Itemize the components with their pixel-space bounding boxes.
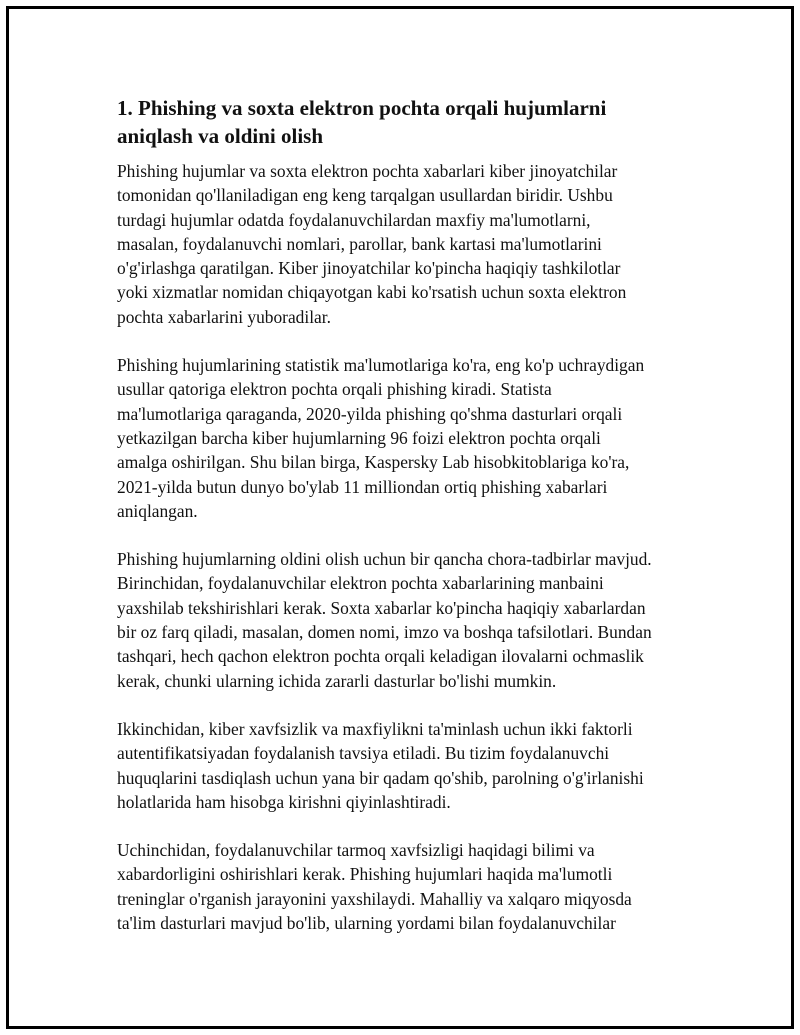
paragraph-two-factor: Ikkinchidan, kiber xavfsizlik va maxfiylikni ta'minlash uchun ikki faktorli autentifikatsiyadan foydalanish tavsiya etiladi. Bu tizim foydalanuvchi huquqlarini tasdiqlash uchun yana bir qadam qo'shib, parolning o'g'irlanishi holatlarida ham hisobga kirishni qiyinlashtiradi. <box>117 718 644 812</box>
section-heading: 1. Phishing va soxta elektron pochta orqali hujumlarni aniqlash va oldini olish <box>117 96 607 148</box>
document-body <box>117 94 677 959</box>
paragraph-awareness: Uchinchidan, foydalanuvchilar tarmoq xavfsizligi haqidagi bilimi va xabardorligini oshirishlari kerak. Phishing hujumlari haqida ma'lumotli treninglar o'rganish jarayonini yaxshilaydi. Mahalliy va xalqaro miqyosda ta'lim dasturlari mavjud bo'lib, ularning yordami bilan foydalanuvchilar <box>117 840 632 934</box>
paragraph-intro: Phishing hujumlar va soxta elektron pochta xabarlari kiber jinoyatchilar tomonidan qo'llaniladigan eng keng tarqalgan usullardan biridir. Ushbu turdagi hujumlar odatda foydalanuvchilardan maxfiy ma'lumotlarni, masalan, foydalanuvchi nomlari, parollar, bank kartasi ma'lumotlarini o'g'irlashga qaratilgan. Kiber jinoyatchilar ko'pincha haqiqiy tashkilotlar yoki xizmatlar nomidan chiqayotgan kabi ko'rsatish uchun soxta elektron pochta xabarlarini yuboradilar. <box>117 161 627 327</box>
paragraph-prevention: Phishing hujumlarning oldini olish uchun bir qancha chora-tadbirlar mavjud. Birinchidan, foydalanuvchilar elektron pochta xabarlarining manbaini yaxshilab tekshirishlari kerak. Soxta xabarlar ko'pincha haqiqiy xabarlardan bir oz farq qiladi, masalan, domen nomi, imzo va boshqa tafsilotlari. Bundan tashqari, hech qachon elektron pochta orqali keladigan ilovalarni ochmaslik kerak, chunki ularning ichida zararli dasturlar bo'lishi mumkin. <box>117 549 652 691</box>
paragraph-statistics: Phishing hujumlarining statistik ma'lumotlariga ko'ra, eng ko'p uchraydigan usullar qatoriga elektron pochta orqali phishing kiradi. Statista ma'lumotlariga qaraganda, 2020-yilda phishing qo'shma dasturlari orqali yetkazilgan barcha kiber hujumlarning 96 foizi elektron pochta orqali amalga oshirilgan. Shu bilan birga, Kaspersky Lab hisobkitoblariga ko'ra, 2021-yilda butun dunyo bo'ylab 11 milliondan ortiq phishing xabarlari aniqlangan. <box>117 355 645 521</box>
